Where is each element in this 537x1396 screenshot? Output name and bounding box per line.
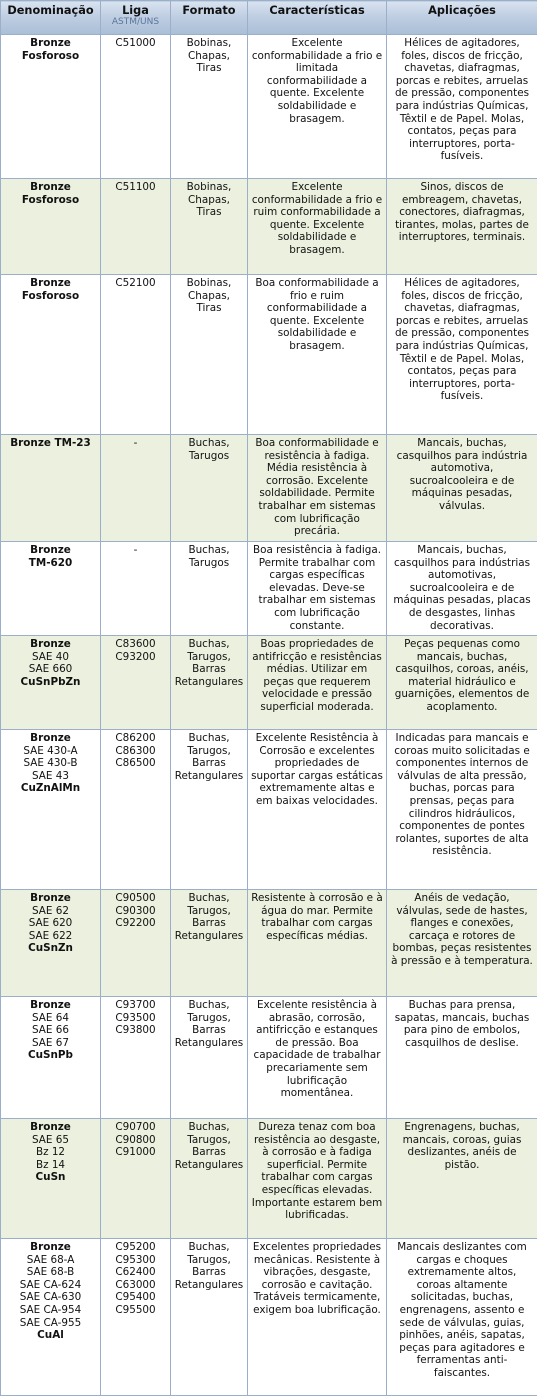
denominacao-line: SAE 67 xyxy=(32,1036,69,1049)
cell-aplicacoes: Mancais, buchas, casquilhos para indústria automotiva, sucroalcooleira e de máquinas pesadas, válvulas. xyxy=(387,435,537,542)
cell-caracteristicas: Resistente à corrosão e à água do mar. Permite trabalhar com cargas específicas médias. xyxy=(248,890,387,997)
cell-formato xyxy=(171,435,248,542)
formato-line: Barras xyxy=(192,1024,226,1037)
formato-line: Barras xyxy=(192,1266,226,1279)
formato-line: Buchas, xyxy=(188,1241,230,1253)
liga-code: C95300 xyxy=(115,1253,156,1266)
cell-formato xyxy=(171,997,248,1119)
cell-liga xyxy=(101,1239,171,1396)
denominacao-line: SAE 430-B xyxy=(23,757,78,770)
denominacao-line: SAE CA-954 xyxy=(19,1303,82,1316)
cell-aplicacoes: Hélices de agitadores, foles, discos de fricção, chavetas, diafragmas, porcas e rebites, arruelas de pressão, componentes para indústrias Químicas, Têxtil e de Papel. Molas, contatos, peças para interruptores, porta-fusíveis. xyxy=(387,35,537,179)
denominacao-line: CuSnPbZn xyxy=(20,675,81,688)
cell-denominacao xyxy=(1,890,101,997)
table-row xyxy=(1,542,537,636)
formato-line: Tiras xyxy=(196,302,222,315)
formato-line: Tarugos xyxy=(188,556,230,569)
cell-aplicacoes: Buchas para prensa, sapatas, mancais, buchas para pino de embolos, casquilhos de deslise. xyxy=(387,997,537,1119)
liga-code: C51000 xyxy=(115,37,156,49)
formato-line: Tiras xyxy=(196,206,222,219)
cell-denominacao xyxy=(1,1239,101,1396)
formato-line: Barras xyxy=(192,917,226,930)
formato-line: Tarugos, xyxy=(187,1253,231,1266)
formato-line: Barras xyxy=(192,757,226,770)
denominacao-line: SAE 622 xyxy=(28,929,73,942)
liga-code: C90300 xyxy=(115,904,156,917)
formato-line: Buchas, xyxy=(188,892,230,904)
cell-caracteristicas: Excelentes propriedades mecânicas. Resistente à vibrações, desgaste, corrosão e cavitação. Tratáveis termicamente, exigem boa lubrificação. xyxy=(248,1239,387,1396)
cell-denominacao xyxy=(1,179,101,275)
cell-aplicacoes: Mancais, buchas, casquilhos para indústrias automotivas, sucroalcooleira e de máquinas pesadas, placas de desgastes, linhas decorativas. xyxy=(387,542,537,636)
denominacao-line: SAE 62 xyxy=(32,904,69,917)
denominacao-line: Fosforoso xyxy=(21,193,80,206)
denominacao-line: SAE 43 xyxy=(32,769,69,782)
denominacao-line: SAE 64 xyxy=(32,1011,69,1024)
denominacao-line: Bronze xyxy=(30,1121,71,1133)
cell-caracteristicas: Boa conformabilidade a frio e ruim conformabilidade a quente. Excelente soldabilidade e brasagem. xyxy=(248,275,387,435)
denominacao-line: SAE CA-630 xyxy=(19,1291,82,1304)
cell-denominacao xyxy=(1,1119,101,1239)
header-formato: Formato xyxy=(171,1,248,35)
cell-aplicacoes: Peças pequenas como mancais, buchas, casquilhos, coroas, anéis, material hidráulico e guarnições, elementos de acoplamento. xyxy=(387,636,537,730)
formato-line: Bobinas, xyxy=(186,37,232,49)
liga-code: C93800 xyxy=(115,1024,156,1037)
table-row xyxy=(1,275,537,435)
liga-code: C63000 xyxy=(115,1278,156,1291)
denominacao-line: Bronze xyxy=(30,732,71,744)
formato-line: Barras xyxy=(192,1146,226,1159)
table-row xyxy=(1,730,537,890)
cell-denominacao xyxy=(1,435,101,542)
denominacao-line: Fosforoso xyxy=(21,49,80,62)
formato-line: Tarugos, xyxy=(187,904,231,917)
denominacao-line: Bronze xyxy=(30,999,71,1011)
table-body xyxy=(1,35,537,1396)
denominacao-line: SAE CA-955 xyxy=(19,1316,82,1329)
liga-code: C90500 xyxy=(115,892,156,904)
denominacao-line: SAE 65 xyxy=(32,1133,69,1146)
table-row xyxy=(1,997,537,1119)
liga-code: C51100 xyxy=(115,181,156,193)
cell-formato xyxy=(171,179,248,275)
denominacao-line: Bronze xyxy=(30,277,71,289)
liga-code: C93200 xyxy=(115,650,156,663)
cell-denominacao xyxy=(1,542,101,636)
denominacao-line: Bronze xyxy=(30,1241,71,1253)
formato-line: Chapas, xyxy=(188,289,230,302)
denominacao-line: CuSn xyxy=(35,1171,66,1184)
cell-formato xyxy=(171,35,248,179)
liga-code: C91000 xyxy=(115,1146,156,1159)
cell-caracteristicas: Excelente Resistência à Corrosão e excelentes propriedades de suportar cargas estáticas extremamente altas e em baixas velocidades. xyxy=(248,730,387,890)
denominacao-line: Bronze TM-23 xyxy=(10,437,91,449)
cell-aplicacoes: Anéis de vedação, válvulas, sede de hastes, flanges e conexões, carcaça e rotores de bombas, peças resistentes à pressão e à temperatura. xyxy=(387,890,537,997)
cell-aplicacoes: Sinos, discos de embreagem, chavetas, conectores, diafragmas, tirantes, molas, partes de interruptores, terminais. xyxy=(387,179,537,275)
formato-line: Barras xyxy=(192,663,226,676)
cell-liga xyxy=(101,1119,171,1239)
cell-caracteristicas: Excelente conformabilidade a frio e ruim conformabilidade a quente. Excelente soldabilidade e brasagem. xyxy=(248,179,387,275)
liga-code: C92200 xyxy=(115,917,156,930)
cell-denominacao xyxy=(1,997,101,1119)
cell-aplicacoes: Engrenagens, buchas, mancais, coroas, guias deslizantes, anéis de pistão. xyxy=(387,1119,537,1239)
liga-code: - xyxy=(133,544,138,556)
formato-line: Buchas, xyxy=(188,638,230,650)
cell-formato xyxy=(171,275,248,435)
liga-code: C52100 xyxy=(115,277,156,289)
cell-formato xyxy=(171,1239,248,1396)
liga-code: C86500 xyxy=(115,757,156,770)
cell-liga xyxy=(101,997,171,1119)
liga-code: - xyxy=(133,437,138,449)
header-liga-sub: ASTM/UNS xyxy=(111,17,160,27)
header-liga xyxy=(101,1,171,35)
cell-liga xyxy=(101,636,171,730)
formato-line: Buchas, xyxy=(188,1121,230,1133)
liga-code: C95500 xyxy=(115,1303,156,1316)
liga-code: C86300 xyxy=(115,744,156,757)
denominacao-line: SAE 68-B xyxy=(26,1266,75,1279)
denominacao-line: SAE 66 xyxy=(32,1024,69,1037)
cell-caracteristicas: Boas propriedades de antifricção e resistências médias. Utilizar em peças que requerem velocidade e pressão superficial moderada. xyxy=(248,636,387,730)
denominacao-line: Bronze xyxy=(30,37,71,49)
table-row xyxy=(1,1239,537,1396)
liga-code: C95400 xyxy=(115,1291,156,1304)
table-row xyxy=(1,35,537,179)
formato-line: Tarugos, xyxy=(187,650,231,663)
formato-line: Retangulares xyxy=(174,1278,244,1291)
denominacao-line: Bronze xyxy=(30,638,71,650)
cell-liga xyxy=(101,435,171,542)
formato-line: Bobinas, xyxy=(186,277,232,289)
denominacao-line: Bz 12 xyxy=(35,1146,66,1159)
denominacao-line: Bz 14 xyxy=(35,1158,66,1171)
table-header xyxy=(1,1,537,35)
denominacao-line: SAE 660 xyxy=(28,663,73,676)
formato-line: Buchas, xyxy=(188,732,230,744)
formato-line: Chapas, xyxy=(188,193,230,206)
header-row xyxy=(1,1,537,35)
cell-caracteristicas: Dureza tenaz com boa resistência ao desgaste, à corrosão e à fadiga superficial. Permite trabalhar com cargas específicas elevadas. Importante estarem bem lubrificadas. xyxy=(248,1119,387,1239)
formato-line: Tarugos, xyxy=(187,1011,231,1024)
cell-caracteristicas: Boa resistência à fadiga. Permite trabalhar com cargas específicas elevadas. Deve-se trabalhar em sistemas com lubrificação constante. xyxy=(248,542,387,636)
formato-line: Tarugos xyxy=(188,449,230,462)
cell-caracteristicas: Excelente conformabilidade a frio e limitada conformabilidade a quente. Excelente soldabilidade e brasagem. xyxy=(248,35,387,179)
formato-line: Retangulares xyxy=(174,769,244,782)
cell-caracteristicas: Excelente resistência à abrasão, corrosão, antifricção e estanques de pressão. Boa capacidade de trabalhar precariamente sem lubrificação momentânea. xyxy=(248,997,387,1119)
cell-formato xyxy=(171,1119,248,1239)
liga-code: C93700 xyxy=(115,999,156,1011)
denominacao-line: CuSnZn xyxy=(28,942,73,955)
cell-liga xyxy=(101,542,171,636)
cell-denominacao xyxy=(1,730,101,890)
cell-formato xyxy=(171,542,248,636)
cell-caracteristicas: Boa conformabilidade e resistência à fadiga. Média resistência à corrosão. Excelente soldabilidade. Permite trabalhar em sistemas com lubrificação precária. xyxy=(248,435,387,542)
header-aplicacoes: Aplicações xyxy=(387,1,537,35)
denominacao-line: SAE 430-A xyxy=(23,744,78,757)
formato-line: Bobinas, xyxy=(186,181,232,193)
formato-line: Buchas, xyxy=(188,999,230,1011)
cell-liga xyxy=(101,730,171,890)
formato-line: Buchas, xyxy=(188,437,230,449)
cell-liga xyxy=(101,179,171,275)
denominacao-line: TM-620 xyxy=(28,556,73,569)
liga-code: C62400 xyxy=(115,1266,156,1279)
formato-line: Tarugos, xyxy=(187,1133,231,1146)
liga-code: C95200 xyxy=(115,1241,156,1253)
header-liga-label: Liga xyxy=(122,4,149,17)
liga-code: C83600 xyxy=(115,638,156,650)
denominacao-line: Fosforoso xyxy=(21,289,80,302)
table-row xyxy=(1,179,537,275)
formato-line: Buchas, xyxy=(188,544,230,556)
table-row xyxy=(1,636,537,730)
cell-aplicacoes: Hélices de agitadores, foles, discos de fricção, chavetas, diafragmas, porcas e rebites, arruelas de pressão, componentes para indústrias Químicas, Têxtil e de Papel. Molas, contatos, peças para interruptores, porta-fusíveis. xyxy=(387,275,537,435)
liga-code: C90700 xyxy=(115,1121,156,1133)
cell-denominacao xyxy=(1,275,101,435)
denominacao-line: CuAl xyxy=(37,1329,64,1342)
denominacao-line: Bronze xyxy=(30,544,71,556)
formato-line: Retangulares xyxy=(174,929,244,942)
cell-formato xyxy=(171,730,248,890)
cell-liga xyxy=(101,275,171,435)
table-row xyxy=(1,1119,537,1239)
denominacao-line: SAE CA-624 xyxy=(19,1278,82,1291)
formato-line: Tiras xyxy=(196,62,222,75)
denominacao-line: SAE 68-A xyxy=(26,1253,75,1266)
table-row xyxy=(1,435,537,542)
formato-line: Retangulares xyxy=(174,1158,244,1171)
denominacao-line: Bronze xyxy=(30,181,71,193)
formato-line: Retangulares xyxy=(174,675,244,688)
liga-code: C93500 xyxy=(115,1011,156,1024)
cell-denominacao xyxy=(1,35,101,179)
header-caracteristicas: Características xyxy=(248,1,387,35)
cell-liga xyxy=(101,35,171,179)
denominacao-line: Bronze xyxy=(30,892,71,904)
cell-formato xyxy=(171,636,248,730)
cell-aplicacoes: Indicadas para mancais e coroas muito solicitadas e componentes internos de válvulas de alta pressão, buchas, porcas para prensas, peças para cilindros hidráulicos, componentes de pontes rolantes, suportes de alta resistência. xyxy=(387,730,537,890)
denominacao-line: CuSnPb xyxy=(28,1049,73,1062)
header-denominacao: Denominação xyxy=(1,1,101,35)
denominacao-line: CuZnAlMn xyxy=(20,782,81,795)
denominacao-line: SAE 40 xyxy=(32,650,69,663)
formato-line: Retangulares xyxy=(174,1036,244,1049)
liga-code: C90800 xyxy=(115,1133,156,1146)
formato-line: Tarugos, xyxy=(187,744,231,757)
table-row xyxy=(1,890,537,997)
cell-denominacao xyxy=(1,636,101,730)
cell-aplicacoes: Mancais deslizantes com cargas e choques extremamente altos, coroas altamente solicitadas, buchas, engrenagens, assento e sede de válvulas, guias, pinhões, anéis, sapatas, peças para agitadores e ferramentas anti-faiscantes. xyxy=(387,1239,537,1396)
liga-code: C86200 xyxy=(115,732,156,744)
formato-line: Chapas, xyxy=(188,49,230,62)
cell-formato xyxy=(171,890,248,997)
cell-liga xyxy=(101,890,171,997)
denominacao-line: SAE 620 xyxy=(28,917,73,930)
